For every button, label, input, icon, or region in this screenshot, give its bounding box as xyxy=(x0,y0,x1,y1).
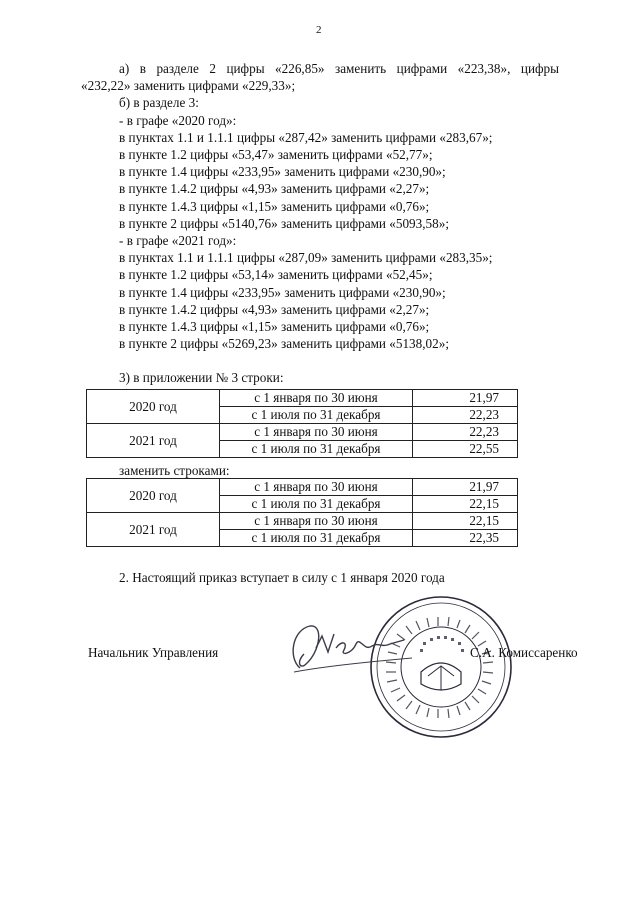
period-cell: с 1 января по 30 июня xyxy=(220,479,413,496)
value-cell: 21,97 xyxy=(413,479,518,496)
group-2021-line: в пункте 1.4 цифры «233,95» заменить цифрами «230,90»; xyxy=(119,284,446,300)
group-2021-header: - в графе «2021 год»: xyxy=(119,233,237,249)
new-rates-table xyxy=(86,478,518,547)
group-2020-line: в пункте 1.4 цифры «233,95» заменить цифрами «230,90»; xyxy=(119,164,446,180)
period-cell: с 1 июля по 31 декабря xyxy=(220,441,413,458)
page-number: 2 xyxy=(316,24,322,36)
period-cell: с 1 января по 30 июня xyxy=(220,390,413,407)
value-cell: 22,15 xyxy=(413,513,518,530)
signatory-name: С.А. Комиссаренко xyxy=(470,645,578,660)
group-2021-line: в пункте 1.4.2 цифры «4,93» заменить цифрами «2,27»; xyxy=(119,301,430,317)
item-a-line-2: «232,22» заменить цифрами «229,33»; xyxy=(81,78,296,94)
group-2020-line: в пункте 1.4.3 цифры «1,15» заменить цифрами «0,76»; xyxy=(119,198,430,214)
table-row xyxy=(87,424,518,441)
table-row xyxy=(87,513,518,530)
item-3-heading: 3) в приложении № 3 строки: xyxy=(119,370,284,385)
item-b: б) в разделе 3: xyxy=(119,95,199,111)
period-cell: с 1 января по 30 июня xyxy=(220,424,413,441)
value-cell: 22,15 xyxy=(413,496,518,513)
year-cell: 2021 год xyxy=(87,513,220,547)
group-2020-line: в пунктах 1.1 и 1.1.1 цифры «287,42» заменить цифрами «283,67»; xyxy=(119,129,493,145)
signatory-position: Начальник Управления xyxy=(88,645,219,660)
period-cell: с 1 июля по 31 декабря xyxy=(220,407,413,424)
year-cell: 2021 год xyxy=(87,424,220,458)
replace-label: заменить строками: xyxy=(119,463,230,478)
value-cell: 22,23 xyxy=(413,424,518,441)
value-cell: 22,23 xyxy=(413,407,518,424)
value-cell: 22,35 xyxy=(413,530,518,547)
amendments-block xyxy=(81,60,559,352)
group-2021-line: в пункте 1.4.3 цифры «1,15» заменить цифрами «0,76»; xyxy=(119,319,430,335)
group-2020-header: - в графе «2020 год»: xyxy=(119,112,237,128)
old-rates-table xyxy=(86,389,518,458)
handwritten-signature xyxy=(286,618,436,678)
period-cell: с 1 июля по 31 декабря xyxy=(220,530,413,547)
period-cell: с 1 января по 30 июня xyxy=(220,513,413,530)
value-cell: 21,97 xyxy=(413,390,518,407)
table-row xyxy=(87,390,518,407)
group-2020-line: в пункте 1.4.2 цифры «4,93» заменить цифрами «2,27»; xyxy=(119,181,430,197)
group-2021-line: в пункте 2 цифры «5269,23» заменить цифрами «5138,02»; xyxy=(119,336,449,352)
group-2021-line: в пункте 1.2 цифры «53,14» заменить цифрами «52,45»; xyxy=(119,267,433,283)
group-2020-line: в пункте 1.2 цифры «53,47» заменить цифрами «52,77»; xyxy=(119,147,433,163)
period-cell: с 1 июля по 31 декабря xyxy=(220,496,413,513)
year-cell: 2020 год xyxy=(87,390,220,424)
effective-clause: 2. Настоящий приказ вступает в силу с 1 января 2020 года xyxy=(119,570,445,585)
group-2020-line: в пункте 2 цифры «5140,76» заменить цифрами «5093,58»; xyxy=(119,215,449,231)
value-cell: 22,55 xyxy=(413,441,518,458)
item-a-line-1: а) в разделе 2 цифры «226,85» заменить цифрами «223,38», цифры xyxy=(119,61,559,76)
year-cell: 2020 год xyxy=(87,479,220,513)
group-2021-line: в пунктах 1.1 и 1.1.1 цифры «287,09» заменить цифрами «283,35»; xyxy=(119,250,493,266)
table-row xyxy=(87,479,518,496)
